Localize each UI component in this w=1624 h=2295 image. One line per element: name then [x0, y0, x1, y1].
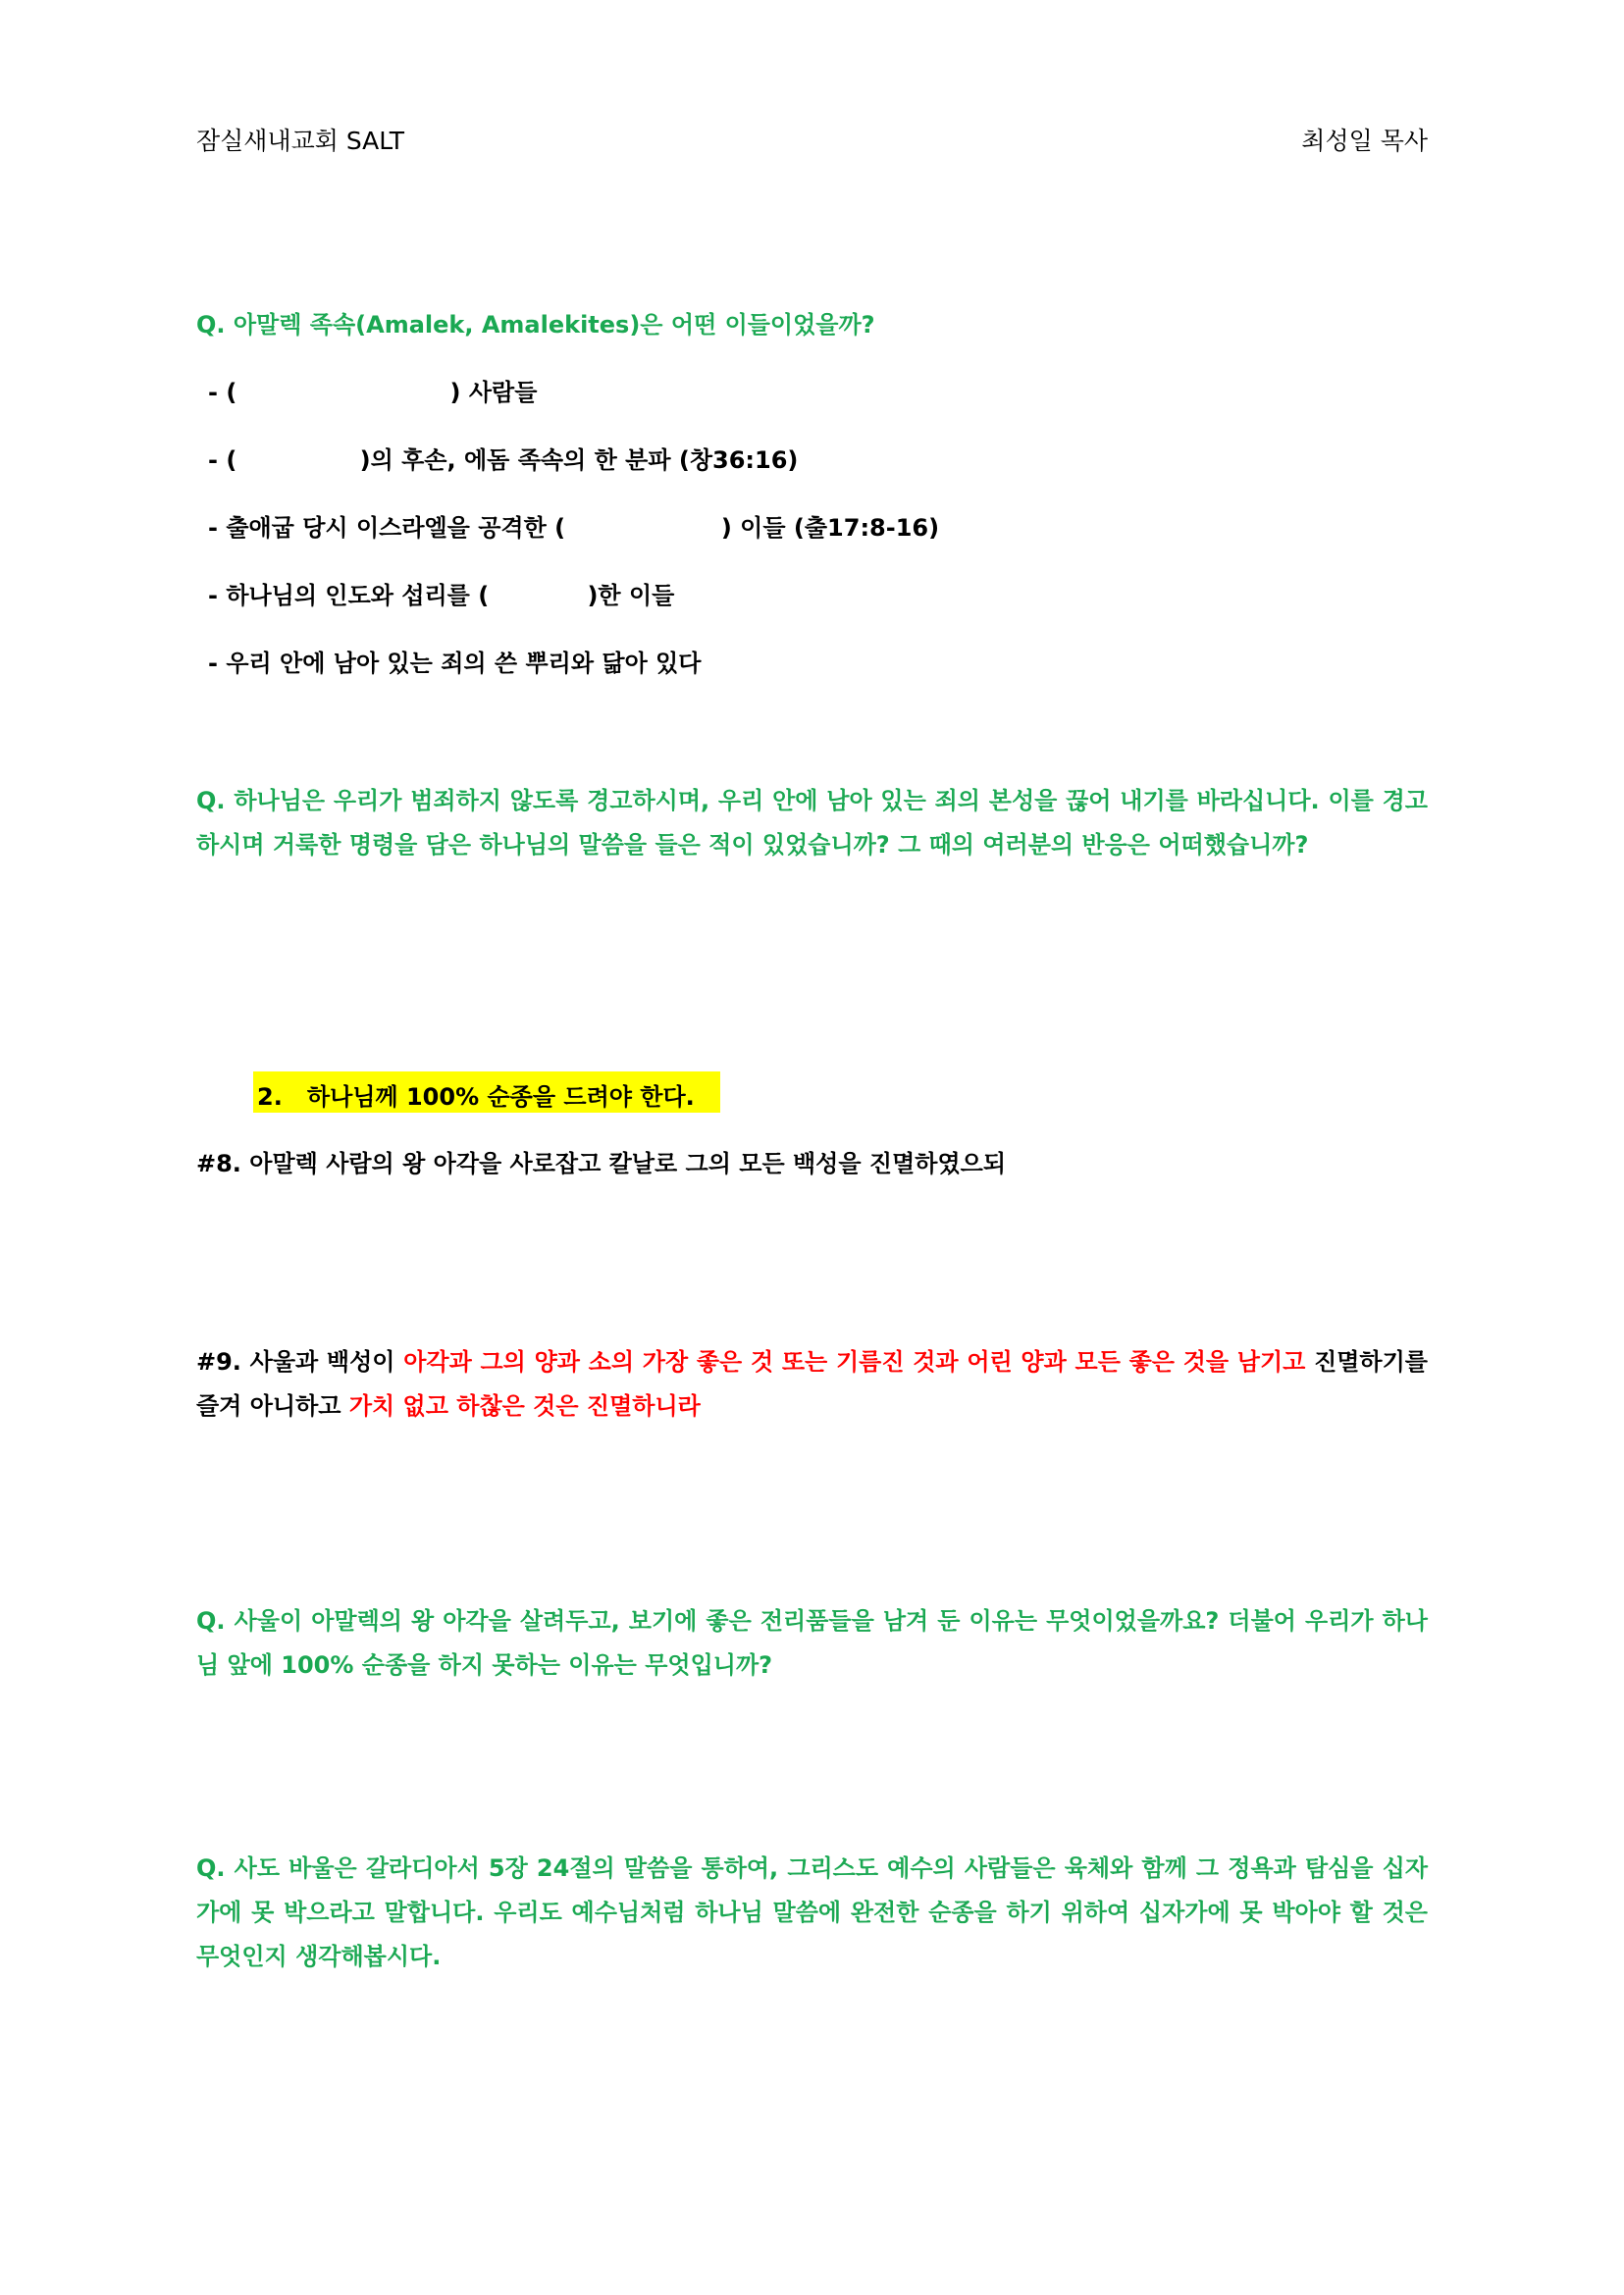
- header-pastor-name: 최성일 목사: [1301, 127, 1428, 155]
- q1-item-2: - ( )의 후손, 에돔 족속의 한 분파 (창36:16): [208, 446, 799, 474]
- q1-item-1: - ( ) 사람들: [208, 379, 538, 406]
- question-1: Q. 아말렉 족속(Amalek, Amalekites)은 어떤 이들이었을까?: [196, 311, 875, 339]
- verse-9-part-2-emphasis: 아각과 그의 양과 소의 가장 좋은 것 또는 기름진 것과 어린 양과 모든 좋은 것을 남기고: [403, 1348, 1306, 1376]
- question-2: Q. 하나님은 우리가 범죄하지 않도록 경고하시며, 우리 안에 남아 있는 죄의 본성을 끊어 내기를 바라십니다. 이를 경고하시며 거룩한 명령을 담은 하나님의 말씀을 들은 적이 있었습니까? 그 때의 여러분의 반응은 어떠했습니까?: [196, 787, 1428, 859]
- verse-9-part-4-emphasis: 가치 없고 하찮은 것은 진멸하니라: [348, 1392, 701, 1420]
- verse-9: [196, 1340, 1428, 1429]
- verse-9-part-1: #9. 사울과 백성이: [196, 1348, 404, 1376]
- section-heading: 2. 하나님께 100% 순종을 드려야 한다.: [257, 1083, 695, 1111]
- verse-8: #8. 아말렉 사람의 왕 아각을 사로잡고 칼날로 그의 모든 백성을 진멸하였으되: [196, 1150, 1006, 1177]
- q1-item-3: - 출애굽 당시 이스라엘을 공격한 ( ) 이들 (출17:8-16): [208, 514, 940, 542]
- q1-item-4: - 하나님의 인도와 섭리를 ( )한 이들: [208, 582, 675, 609]
- header-church-name: 잠실새내교회 SALT: [196, 127, 405, 155]
- question-3: Q. 사울이 아말렉의 왕 아각을 살려두고, 보기에 좋은 전리품들을 남겨 둔 이유는 무엇이었을까요? 더불어 우리가 하나님 앞에 100% 순종을 하지 못하는 이유는 무엇입니까?: [196, 1607, 1428, 1679]
- question-4: Q. 사도 바울은 갈라디아서 5장 24절의 말씀을 통하여, 그리스도 예수의 사람들은 육체와 함께 그 정욕과 탐심을 십자가에 못 박으라고 말합니다. 우리도 예수님처럼 하나님 말씀에 완전한 순종을 하기 위하여 십자가에 못 박아야 할 것은 무엇인지 생각해봅시다.: [196, 1854, 1428, 1970]
- q1-item-5: - 우리 안에 남아 있는 죄의 쓴 뿌리와 닮아 있다: [208, 650, 702, 677]
- verse-9-part-3: 진멸하기를 즐겨 아니하고: [196, 1348, 1428, 1420]
